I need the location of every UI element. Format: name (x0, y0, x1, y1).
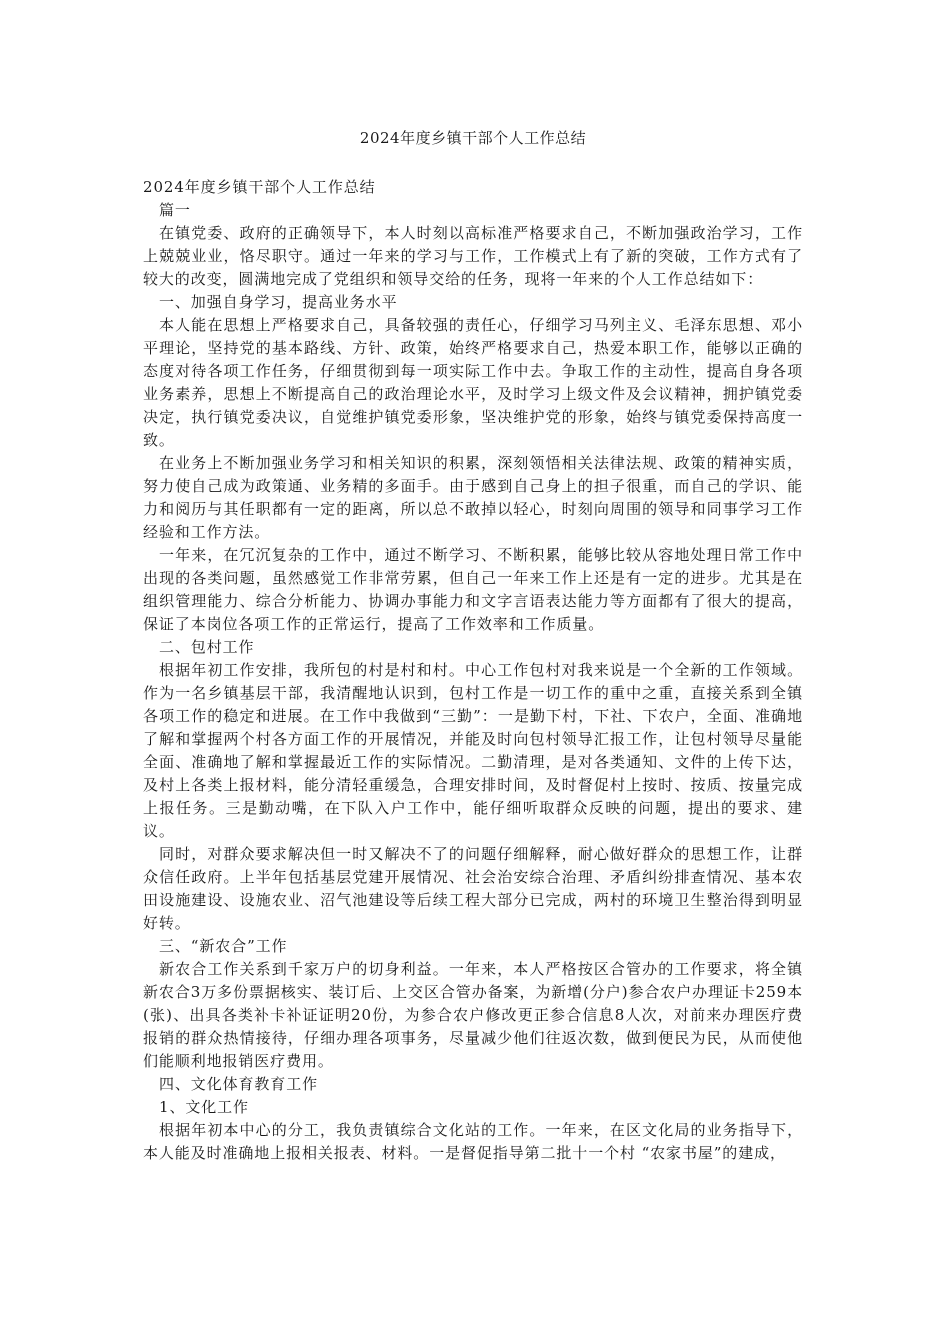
paragraph: 根据年初工作安排，我所包的村是村和村。中心工作包村对我来说是一个全新的工作领域。作为一名乡镇基层干部，我清醒地认识到，包村工作是一切工作的重中之重，直接关系到全镇各项工作的稳定和进展。在工作中我做到“三勤”：一是勤下村，下社、下农户，全面、准确地了解和掌握两个村各方面工作的开展情况，并能及时向包村领导汇报工作，让包村领导尽量能全面、准确地了解和掌握最近工作的实际情况。二勤清理，是对各类通知、文件的上传下达，及村上各类上报材料，能分清轻重缓急，合理安排时间，及时督促村上按时、按质、按量完成上报任务。三是勤动嘴，在下队入户工作中，能仔细听取群众反映的问题，提出的要求、建议。 (143, 661, 803, 840)
paragraph: 本人能在思想上严格要求自己，具备较强的责任心，仔细学习马列主义、毛泽东思想、邓小平理论，坚持党的基本路线、方针、政策，始终严格要求自己，热爱本职工作，能够以正确的态度对待各项工作任务，仔细贯彻到每一项实际工作中去。争取工作的主动性，提高自身各项业务素养，思想上不断提高自己的政治理论水平，及时学习上级文件及会议精神，拥护镇党委决定，执行镇党委决议，自觉维护镇党委形象，坚决维护党的形象，始终与镇党委保持高度一致。 (143, 316, 803, 449)
paragraph: 在业务上不断加强业务学习和相关知识的积累，深刻领悟相关法律法规、政策的精神实质，努力使自己成为政策通、业务精的多面手。由于感到自己身上的担子很重，而自己的学识、能力和阅历与其任职都有一定的距离，所以总不敢掉以轻心，时刻向周围的领导和同事学习工作经验和工作方法。 (143, 454, 803, 541)
paragraph: 1、文化工作 (159, 1098, 249, 1116)
paragraph: 2024年度乡镇干部个人工作总结 (143, 178, 376, 196)
paragraph: 同时，对群众要求解决但一时又解决不了的问题仔细解释，耐心做好群众的思想工作，让群众信任政府。上半年包括基层党建开展情况、社会治安综合治理、矛盾纠纷排查情况、基本农田设施建设、设施农业、沼气池建设等后续工程大部分已完成，两村的环境卫生整治得到明显好转。 (143, 845, 803, 932)
paragraph: 四、文化体育教育工作 (159, 1075, 319, 1093)
paragraph: 二、包村工作 (159, 638, 255, 656)
document-body (143, 176, 803, 1165)
paragraph: 三、“新农合”工作 (159, 937, 288, 955)
paragraph: 新农合工作关系到千家万户的切身利益。一年来，本人严格按区合管办的工作要求，将全镇新农合3万多份票据核实、装订后、上交区合管办备案，为新增(分户)参合农户办理证卡259本(张)、出具各类补卡补证证明20份，为参合农户修改更正参合信息8人次，对前来办理医疗费报销的群众热情接待，仔细办理各项事务，尽量减少他们往返次数，做到便民为民，从而使他们能顺利地报销医疗费用。 (143, 960, 803, 1070)
paragraph: 根据年初本中心的分工，我负责镇综合文化站的工作。一年来，在区文化局的业务指导下，本人能及时准确地上报相关报表、材料。一是督促指导第二批十一个村 “农家书屋”的建成， (143, 1121, 803, 1162)
paragraph: 一年来，在冗沉复杂的工作中，通过不断学习、不断积累，能够比较从容地处理日常工作中出现的各类问题，虽然感觉工作非常劳累，但自己一年来工作上还是有一定的进步。尤其是在组织管理能力、综合分析能力、协调办事能力和文字言语表达能力等方面都有了很大的提高，保证了本岗位各项工作的正常运行，提高了工作效率和工作质量。 (143, 546, 803, 633)
document-title: 2024年度乡镇干部个人工作总结 (359, 129, 587, 147)
paragraph: 篇一 (159, 201, 191, 219)
paragraph: 一、加强自身学习，提高业务水平 (159, 293, 398, 311)
paragraph: 在镇党委、政府的正确领导下，本人时刻以高标准严格要求自己，不断加强政治学习，工作上兢兢业业，恪尽职守。通过一年来的学习与工作，工作模式上有了新的突破，工作方式有了较大的改变，圆满地完成了党组织和领导交给的任务，现将一年来的个人工作总结如下： (143, 224, 803, 288)
